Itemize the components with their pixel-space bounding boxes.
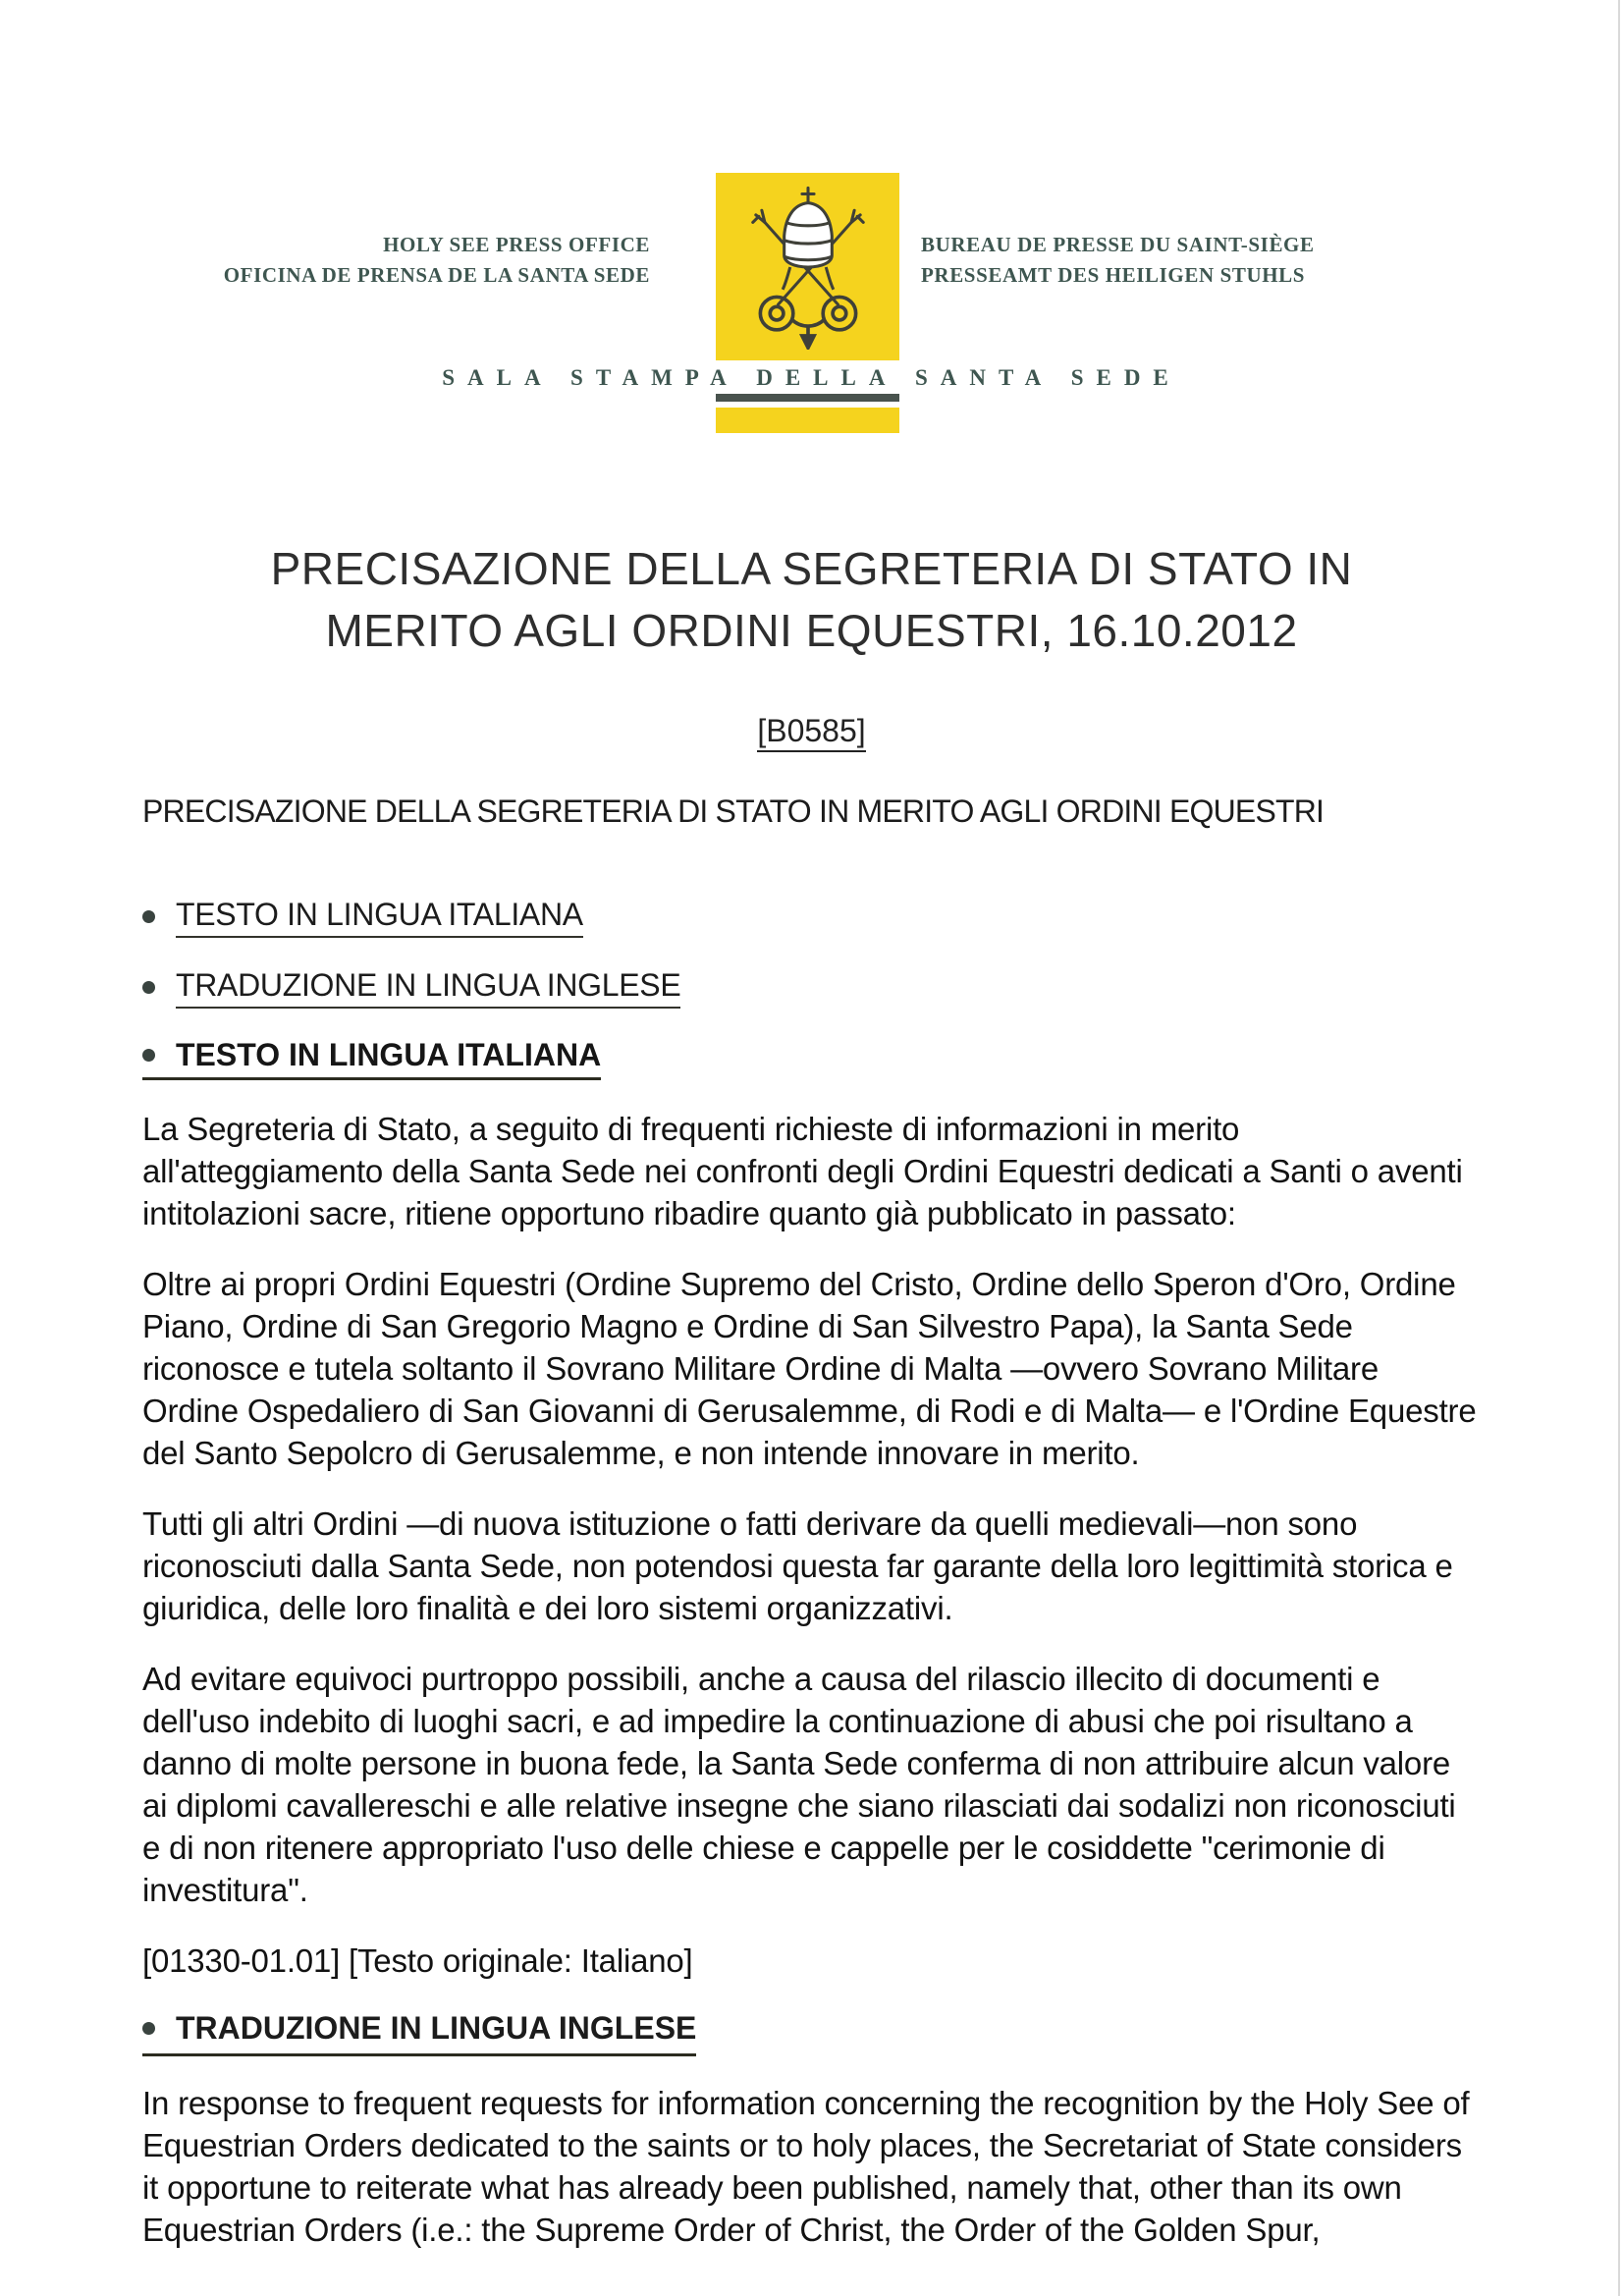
- section-heading-label: TESTO IN LINGUA ITALIANA: [176, 1036, 602, 1072]
- section-heading-italian-text[interactable]: [142, 1037, 1478, 1079]
- masthead-line-en: HOLY SEE PRESS OFFICE: [383, 233, 650, 256]
- toc-link-label: TESTO IN LINGUA ITALIANA: [176, 897, 583, 938]
- masthead-yellow-rule: [716, 408, 899, 433]
- bullet-icon: [142, 2022, 155, 2035]
- masthead-right-titles: [921, 230, 1490, 291]
- toc-link-label: TRADUZIONE IN LINGUA INGLESE: [176, 967, 680, 1009]
- masthead-left-titles: [147, 230, 650, 291]
- masthead-dark-rule: [716, 394, 899, 402]
- paragraph-italian-2: Oltre ai propri Ordini Equestri (Ordine Supremo del Cristo, Ordine dello Speron d'Oro, Ordine Piano, Ordine di San Gregorio Magno e Ordine di San Silvestro Papa), la Santa Sede riconosce e tutela soltanto il Sovrano Militare Ordine di Malta —ovvero Sovrano Militare Ordine Ospedaliero di San Giovanni di Gerusalemme, di Rodi e di Malta— e l'Ordine Equestre del Santo Sepolcro di Gerusalemme, e non intende innovare in merito.: [142, 1266, 1477, 1471]
- bullet-icon: [142, 910, 155, 923]
- page-title: [118, 538, 1505, 662]
- masthead-line-de: PRESSEAMT DES HEILIGEN STUHLS: [921, 263, 1306, 287]
- vatican-crossed-keys-icon: [733, 185, 883, 350]
- paragraph-english-1: In response to frequent requests for information concerning the recognition by the Holy See of Equestrian Orders dedicated to the saints or to holy places, the Secretariat of State considers it opportune to reiterate what has already been published, namely that, other than its own Equestrian Orders (i.e.: the Supreme Order of Christ, the Order of the Golden Spur,: [142, 2085, 1470, 2248]
- toc-link-english-translation[interactable]: [142, 966, 1478, 1009]
- scan-edge-line: [1618, 0, 1620, 2296]
- toc-link-italian-text[interactable]: [142, 896, 1478, 938]
- document-body: [142, 1108, 1478, 2279]
- masthead-line-fr: BUREAU DE PRESSE DU SAINT-SIÈGE: [921, 233, 1315, 256]
- holy-see-emblem-box: [716, 173, 899, 360]
- paragraph-italian-1: La Segreteria di Stato, a seguito di frequenti richieste di informazioni in merito all'atteggiamento della Santa Sede nei confronti degli Ordini Equestri dedicati a Santi o aventi intitolazioni sacre, ritiene opportuno ribadire quanto già pubblicato in passato:: [142, 1111, 1463, 1231]
- section-heading-label: TRADUZIONE IN LINGUA INGLESE: [176, 2009, 697, 2046]
- bulletin-code: [B0585]: [0, 713, 1623, 749]
- section-heading-english-translation[interactable]: [142, 2010, 1478, 2052]
- bullet-icon: [142, 981, 155, 994]
- page-title-line1: PRECISAZIONE DELLA SEGRETERIA DI STATO IN: [270, 543, 1353, 594]
- bullet-icon: [142, 1049, 155, 1062]
- paragraph-italian-4: Ad evitare equivoci purtroppo possibili, anche a causa del rilascio illecito di documenti e dell'uso indebito di luoghi sacri, e ad impedire la continuazione di abusi che poi risultano a danno di molte persone in buona fede, la Santa Sede conferma di non attribuire alcun valore ai diplomi cavallereschi e alle relative insegne che siano rilasciati dai sodalizi non riconosciuti e di non ritenere appropriato l'uso delle chiese e cappelle per le cosiddette "cerimonie di investitura".: [142, 1661, 1456, 1908]
- masthead-line-es: OFICINA DE PRENSA DE LA SANTA SEDE: [223, 263, 650, 287]
- page-title-line2: MERITO AGLI ORDINI EQUESTRI, 16.10.2012: [325, 605, 1298, 656]
- reference-line: [01330-01.01] [Testo originale: Italiano]: [142, 1942, 693, 1979]
- masthead-caption: SALA STAMPA DELLA SANTA SEDE: [442, 365, 1181, 390]
- toc-list: [142, 896, 1478, 1108]
- document-subtitle: PRECISAZIONE DELLA SEGRETERIA DI STATO IN MERITO AGLI ORDINI EQUESTRI: [142, 793, 1325, 829]
- paragraph-italian-3: Tutti gli altri Ordini —di nuova istituzione o fatti derivare da quelli medievali—non sono riconosciuti dalla Santa Sede, non potendosi questa far garante della loro legittimità storica e giuridica, delle loro finalità e dei loro sistemi organizzativi.: [142, 1505, 1453, 1626]
